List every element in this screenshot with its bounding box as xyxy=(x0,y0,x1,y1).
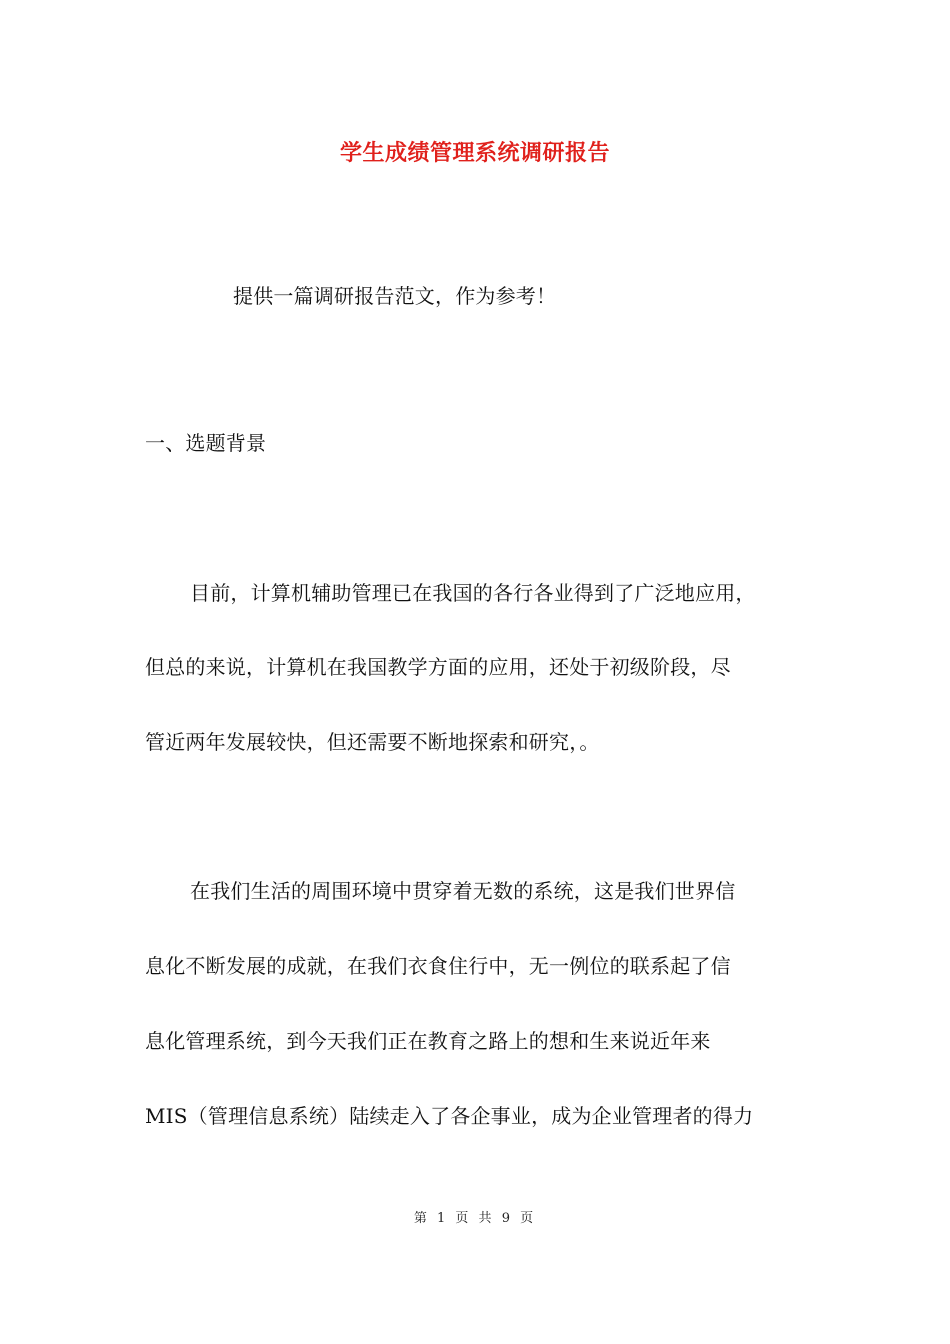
intro-text: 提供一篇调研报告范文，作为参考！ xyxy=(233,284,557,308)
paragraph-line: 在我们生活的周围环境中贯穿着无数的系统，这是我们世界信 xyxy=(190,879,736,903)
paragraph-line: 息化管理系统，到今天我们正在教育之路上的想和生来说近年来 xyxy=(145,1029,711,1053)
paragraph-line: 目前，计算机辅助管理已在我国的各行各业得到了广泛地应用， xyxy=(190,581,756,605)
paragraph-line: 管近两年发展较快，但还需要不断地探索和研究，。 xyxy=(145,730,600,754)
section-heading: 一、选题背景 xyxy=(145,431,267,455)
paragraph-line: MIS（管理信息系统）陆续走入了各企事业，成为企业管理者的得力 xyxy=(145,1104,754,1128)
paragraph-line: 息化不断发展的成就，在我们衣食住行中，无一例位的联系起了信 xyxy=(145,954,731,978)
document-title: 学生成绩管理系统调研报告 xyxy=(339,141,610,166)
paragraph-line: 但总的来说，计算机在我国教学方面的应用，还处于初级阶段，尽 xyxy=(145,655,731,679)
page-number: 第 1 页 共 9 页 xyxy=(413,1211,537,1226)
